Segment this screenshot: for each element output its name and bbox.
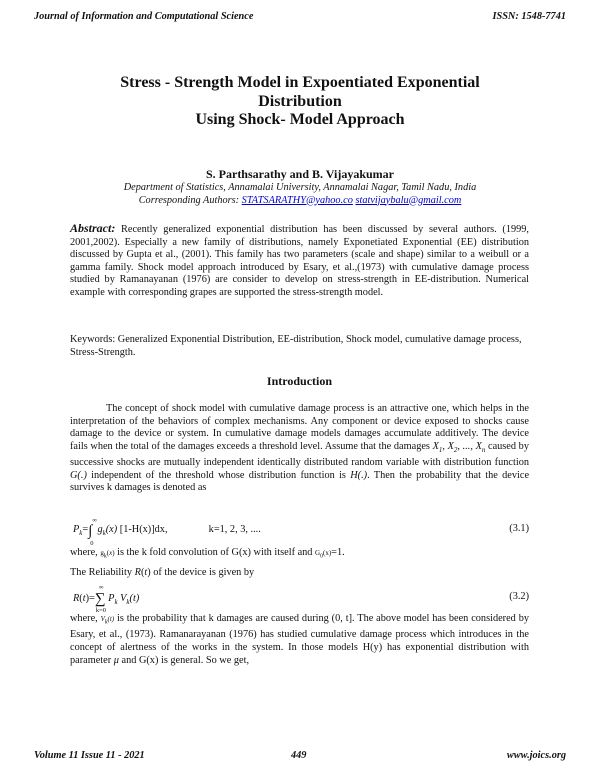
abstract-heading: Abstract: [70,221,116,235]
keywords: Keywords: Generalized Exponential Distribution, EE-distribution, Shock model, cumulative damage process, Stress-Strength. [70,334,522,358]
intro-text-d: . Then the probability that the device survives k damages is denoted as [70,469,530,494]
equation-3-2 [70,582,529,612]
eq2-number: (3.2) [509,591,529,602]
where1-c: =1. [331,547,345,558]
authors: S. Parthsarathy and B. Vijayakumar [205,167,395,181]
title-line-2: Distribution [258,92,342,110]
intro-text-b: caused by successive shocks are mutually independent identically distributed random variable with distribution function [70,441,529,468]
math-H: H(.) [350,469,368,481]
p2-b: is the probability that k damages are caused during (0, t]. The above model has been considered by Esary, et al., (1973). Ramanarayanan (1976) has studied cumulative damage process which introduces in the concept of alertness of the works in the system. In those models H(y) has exponential distribution with parameter [70,613,529,666]
p2-a: where, [70,613,98,624]
email-link-1[interactable]: STATSARATHY@yahoo.co [241,194,353,206]
math-damages: $X_1$, $X_2$, ..., $X_n$ [432,441,486,455]
math-G: G(.) [70,469,87,481]
title-line-1: Stress - Strength Model in Expoentiated Exponential [120,74,480,91]
rel-a: The Reliability [70,567,133,578]
reliability-line: The Reliability R(t) of the device is given by [70,567,255,578]
where1-b: is the k fold convolution of G(x) with itself and [117,547,313,558]
issn: ISSN: 1548-7741 [492,11,566,22]
footer-volume: Volume 11 Issue 11 - 2021 [34,750,145,761]
paper-title [60,74,540,130]
department: Department of Statistics, Annamalai University, Annamalai Nagar, Tamil Nadu, India [123,182,477,193]
intro-text-a: The concept of shock model with cumulative damage process is an attractive one, which helps in the interpretation of the behaviors of complex mechanisms. Any component or device exposed to shocks cause damage to the device or system. In cumulative damage models damages accumulate additively. The device fails when the total of the damages exceeds a threshold level. Assume that the damages [70,403,529,453]
section-heading: Introduction [266,374,333,388]
affiliation [40,182,560,207]
eq1-number: (3.1) [509,523,529,534]
corresponding-label: Corresponding Authors: [138,194,240,206]
abstract [70,222,529,300]
title-line-3: Using Shock- Model Approach [195,111,405,128]
intro-text-c: independent of the threshold whose distribution function is [91,469,346,481]
corresponding [40,195,560,208]
email-link-2[interactable]: statvijaybalu@gmail.com [355,194,462,206]
where1-a: where, [70,547,98,558]
equation-3-1 [70,514,529,547]
eq1-k-range: k=1, 2, 3, .... [208,524,261,535]
where-line-1: where, $g_k(x)$ is the k fold convolution of G(x) with itself and $G_0(x)=1$. [70,547,345,560]
footer-site[interactable]: www.joics.org [506,750,566,761]
abstract-text: Recently generalized exponential distribution has been discussed by several authors. (1999, 2001,2002). Especially a new family of distributions, namely Exponetiated Exponential (EE) distribution discussed by Gupta et al., (2001). This family has two parameters (scale and shape) similar to a weibull or a gamma family. Shock model approach introduced by Esary, et al.,(1973) with cumulative damage process studied by Ramanayanan (1976) are consider to develop on stress-strength in EE-distribution. Numerical example with corresponding grapes are supported the stress-strength model. [70,224,529,298]
journal-name: Journal of Information and Computational Science [34,11,254,22]
footer-page: 449 [291,750,307,761]
eq1-formula: $P_k=\int$ ∞ 0 $g_k(x)$ [1-H(x)]dx, k=1, 2, 3, .... [73,517,261,547]
intro-paragraph-2: where, $V_k(t)$ is the probability that k damages are caused during (0, t]. The above model has been considered by Esary, et al., (1973). Ramanarayanan (1976) has studied cumulative damage process which introduces in the concept of alertness of the works in the system. In those models H(y) has exponential distribution with parameter μ and G(x) is general. So we get, [70,613,529,666]
intro-paragraph-1 [70,403,529,495]
eq1-rhs: [1-H(x)]dx, [119,524,168,535]
rel-b: of the device is given by [153,567,255,578]
eq2-formula: R(t)=∑ ∞ k=0 $P_k$ $V_k(t)$ [73,584,140,614]
p2-c: and G(x) is general. So we get, [121,654,250,666]
